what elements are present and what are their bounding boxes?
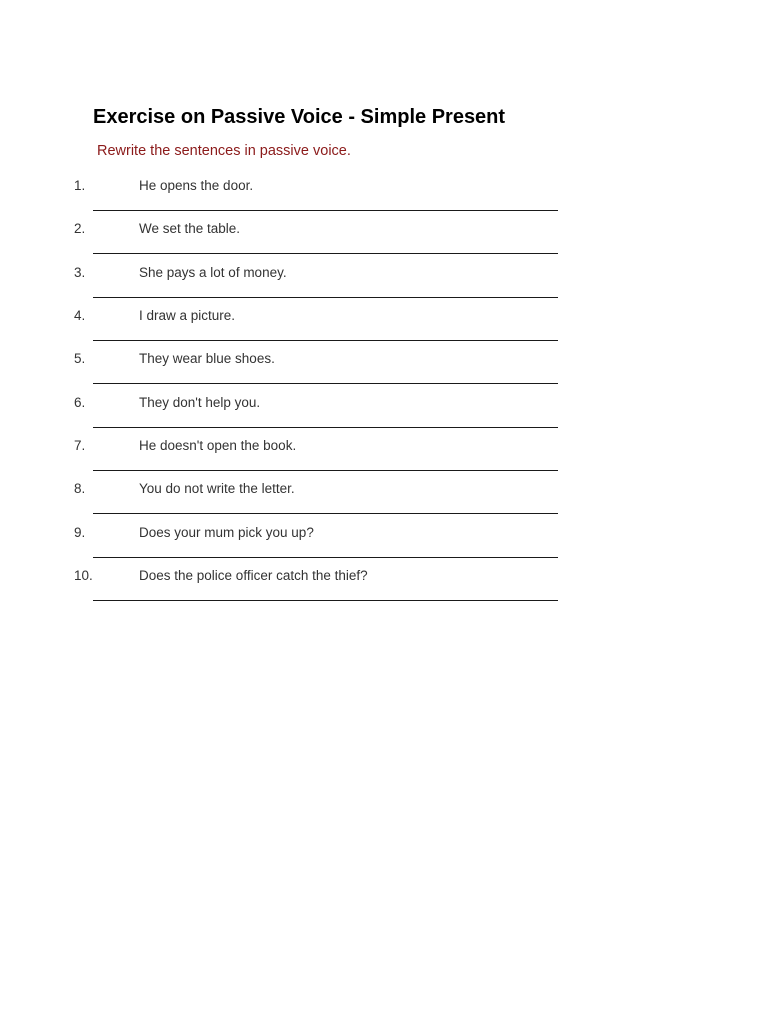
item-sentence: We set the table. <box>139 221 241 236</box>
item-number: 6. <box>74 395 86 410</box>
item-sentence: He doesn't open the book. <box>139 438 297 453</box>
exercise-item <box>0 524 768 568</box>
answer-line <box>93 557 558 558</box>
answer-line <box>93 383 558 384</box>
item-sentence: They don't help you. <box>139 395 261 410</box>
answer-line <box>93 340 558 341</box>
item-sentence: Does the police officer catch the thief? <box>139 568 368 583</box>
exercise-item <box>0 220 768 264</box>
answer-line <box>93 513 558 514</box>
item-sentence: Does your mum pick you up? <box>139 525 314 540</box>
exercise-item <box>0 567 768 611</box>
item-sentence: She pays a lot of money. <box>139 265 287 280</box>
exercise-item <box>0 307 768 351</box>
item-number: 4. <box>74 308 86 323</box>
item-number: 3. <box>74 265 86 280</box>
exercise-item <box>0 350 768 394</box>
exercise-item <box>0 177 768 221</box>
page-title: Exercise on Passive Voice - Simple Present <box>93 106 506 128</box>
item-number: 9. <box>74 525 86 540</box>
answer-line <box>93 210 558 211</box>
exercise-item <box>0 437 768 481</box>
exercise-item <box>0 480 768 524</box>
item-number: 8. <box>74 481 86 496</box>
item-sentence: I draw a picture. <box>139 308 236 323</box>
answer-line <box>93 253 558 254</box>
item-number: 5. <box>74 351 86 366</box>
answer-line <box>93 600 558 601</box>
item-sentence: They wear blue shoes. <box>139 351 275 366</box>
exercise-item <box>0 394 768 438</box>
answer-line <box>93 427 558 428</box>
item-number: 2. <box>74 221 86 236</box>
instruction-text: Rewrite the sentences in passive voice. <box>97 143 351 159</box>
item-number: 10. <box>74 568 93 583</box>
item-sentence: He opens the door. <box>139 178 254 193</box>
answer-line <box>93 297 558 298</box>
item-sentence: You do not write the letter. <box>139 481 295 496</box>
item-number: 1. <box>74 178 86 193</box>
item-number: 7. <box>74 438 86 453</box>
exercise-item <box>0 264 768 308</box>
answer-line <box>93 470 558 471</box>
